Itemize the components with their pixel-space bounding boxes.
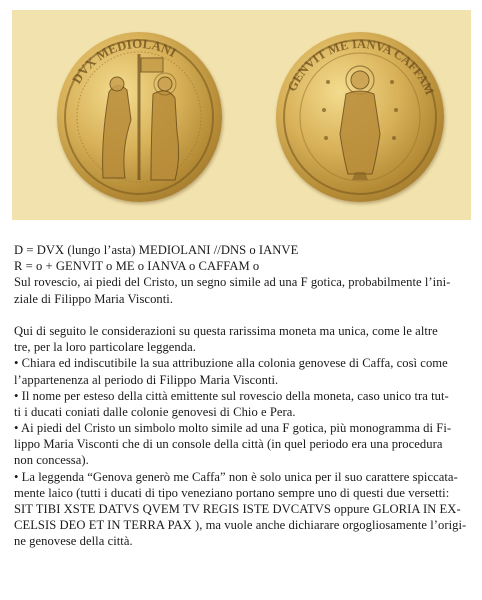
body-text-line: l’appartenenza al periodo di Filippo Maria Visconti. <box>14 372 279 387</box>
reverse-relief <box>276 32 444 202</box>
bullet-city-name: • Il nome per esteso della città emittente sul rovescio della moneta, caso unico tra tut- <box>14 388 449 403</box>
reverse-legend: GENVIT ME IANVA CAFFAM <box>284 36 437 97</box>
body-text-line: CELSIS DEO ET IN TERRA PAX ), ma vuole anche dichiarare orgogliosamente l’origi- <box>14 518 467 533</box>
body-text-line: Qui di seguito le considerazioni su questa rarissima moneta ma unica, come le altre <box>14 323 438 338</box>
caption-note-line: Sul rovescio, ai piedi del Cristo, un segno simile ad una F gotica, probabilmente l’ini- <box>14 275 451 290</box>
body-text-line: mente laico (tutti i ducati di tipo veneziano portano sempre uno di questi due versetti: <box>14 485 450 500</box>
bullet-legend: • La leggenda “Genova generò me Caffa” non è solo unica per il suo carattere spiccata- <box>14 469 458 484</box>
coin-obverse-image <box>57 32 222 202</box>
body-text-line: lippo Maria Visconti che di un console della città (in quel periodo era una procedura <box>14 437 443 452</box>
coin-reverse-image <box>276 32 444 202</box>
obverse-legend: DVX MEDIOLANI <box>68 35 179 87</box>
obverse-relief <box>57 32 222 202</box>
paragraph-spacer <box>14 307 470 323</box>
caption-note-line: ziale di Filippo Maria Visconti. <box>14 291 174 306</box>
caption-reverse-legend: R = o + GENVIT o ME o IANVA o CAFFAM o <box>14 259 260 274</box>
coin-photo-panel <box>12 10 471 220</box>
coin-description <box>14 242 470 550</box>
caption-obverse-legend: D = DVX (lungo l’asta) MEDIOLANI //DNS o IANVE <box>14 243 299 257</box>
body-text-line: ti i ducati coniati dalle colonie genovesi di Chio e Pera. <box>14 404 296 419</box>
bullet-attribution: • Chiara ed indiscutibile la sua attribuzione alla colonia genovese di Caffa, così come <box>14 356 448 371</box>
body-text-line: tre, per la loro particolare leggenda. <box>14 340 196 355</box>
bullet-gothic-f: • Ai piedi del Cristo un simbolo molto simile ad una F gotica, più monogramma di Fi- <box>14 421 452 436</box>
body-text-line: SIT TIBI XSTE DATVS QVEM TV REGIS ISTE DVCATVS oppure GLORIA IN EX- <box>14 502 461 516</box>
body-text-line: non concessa). <box>14 453 89 468</box>
body-text-line: ne genovese della città. <box>14 534 133 549</box>
